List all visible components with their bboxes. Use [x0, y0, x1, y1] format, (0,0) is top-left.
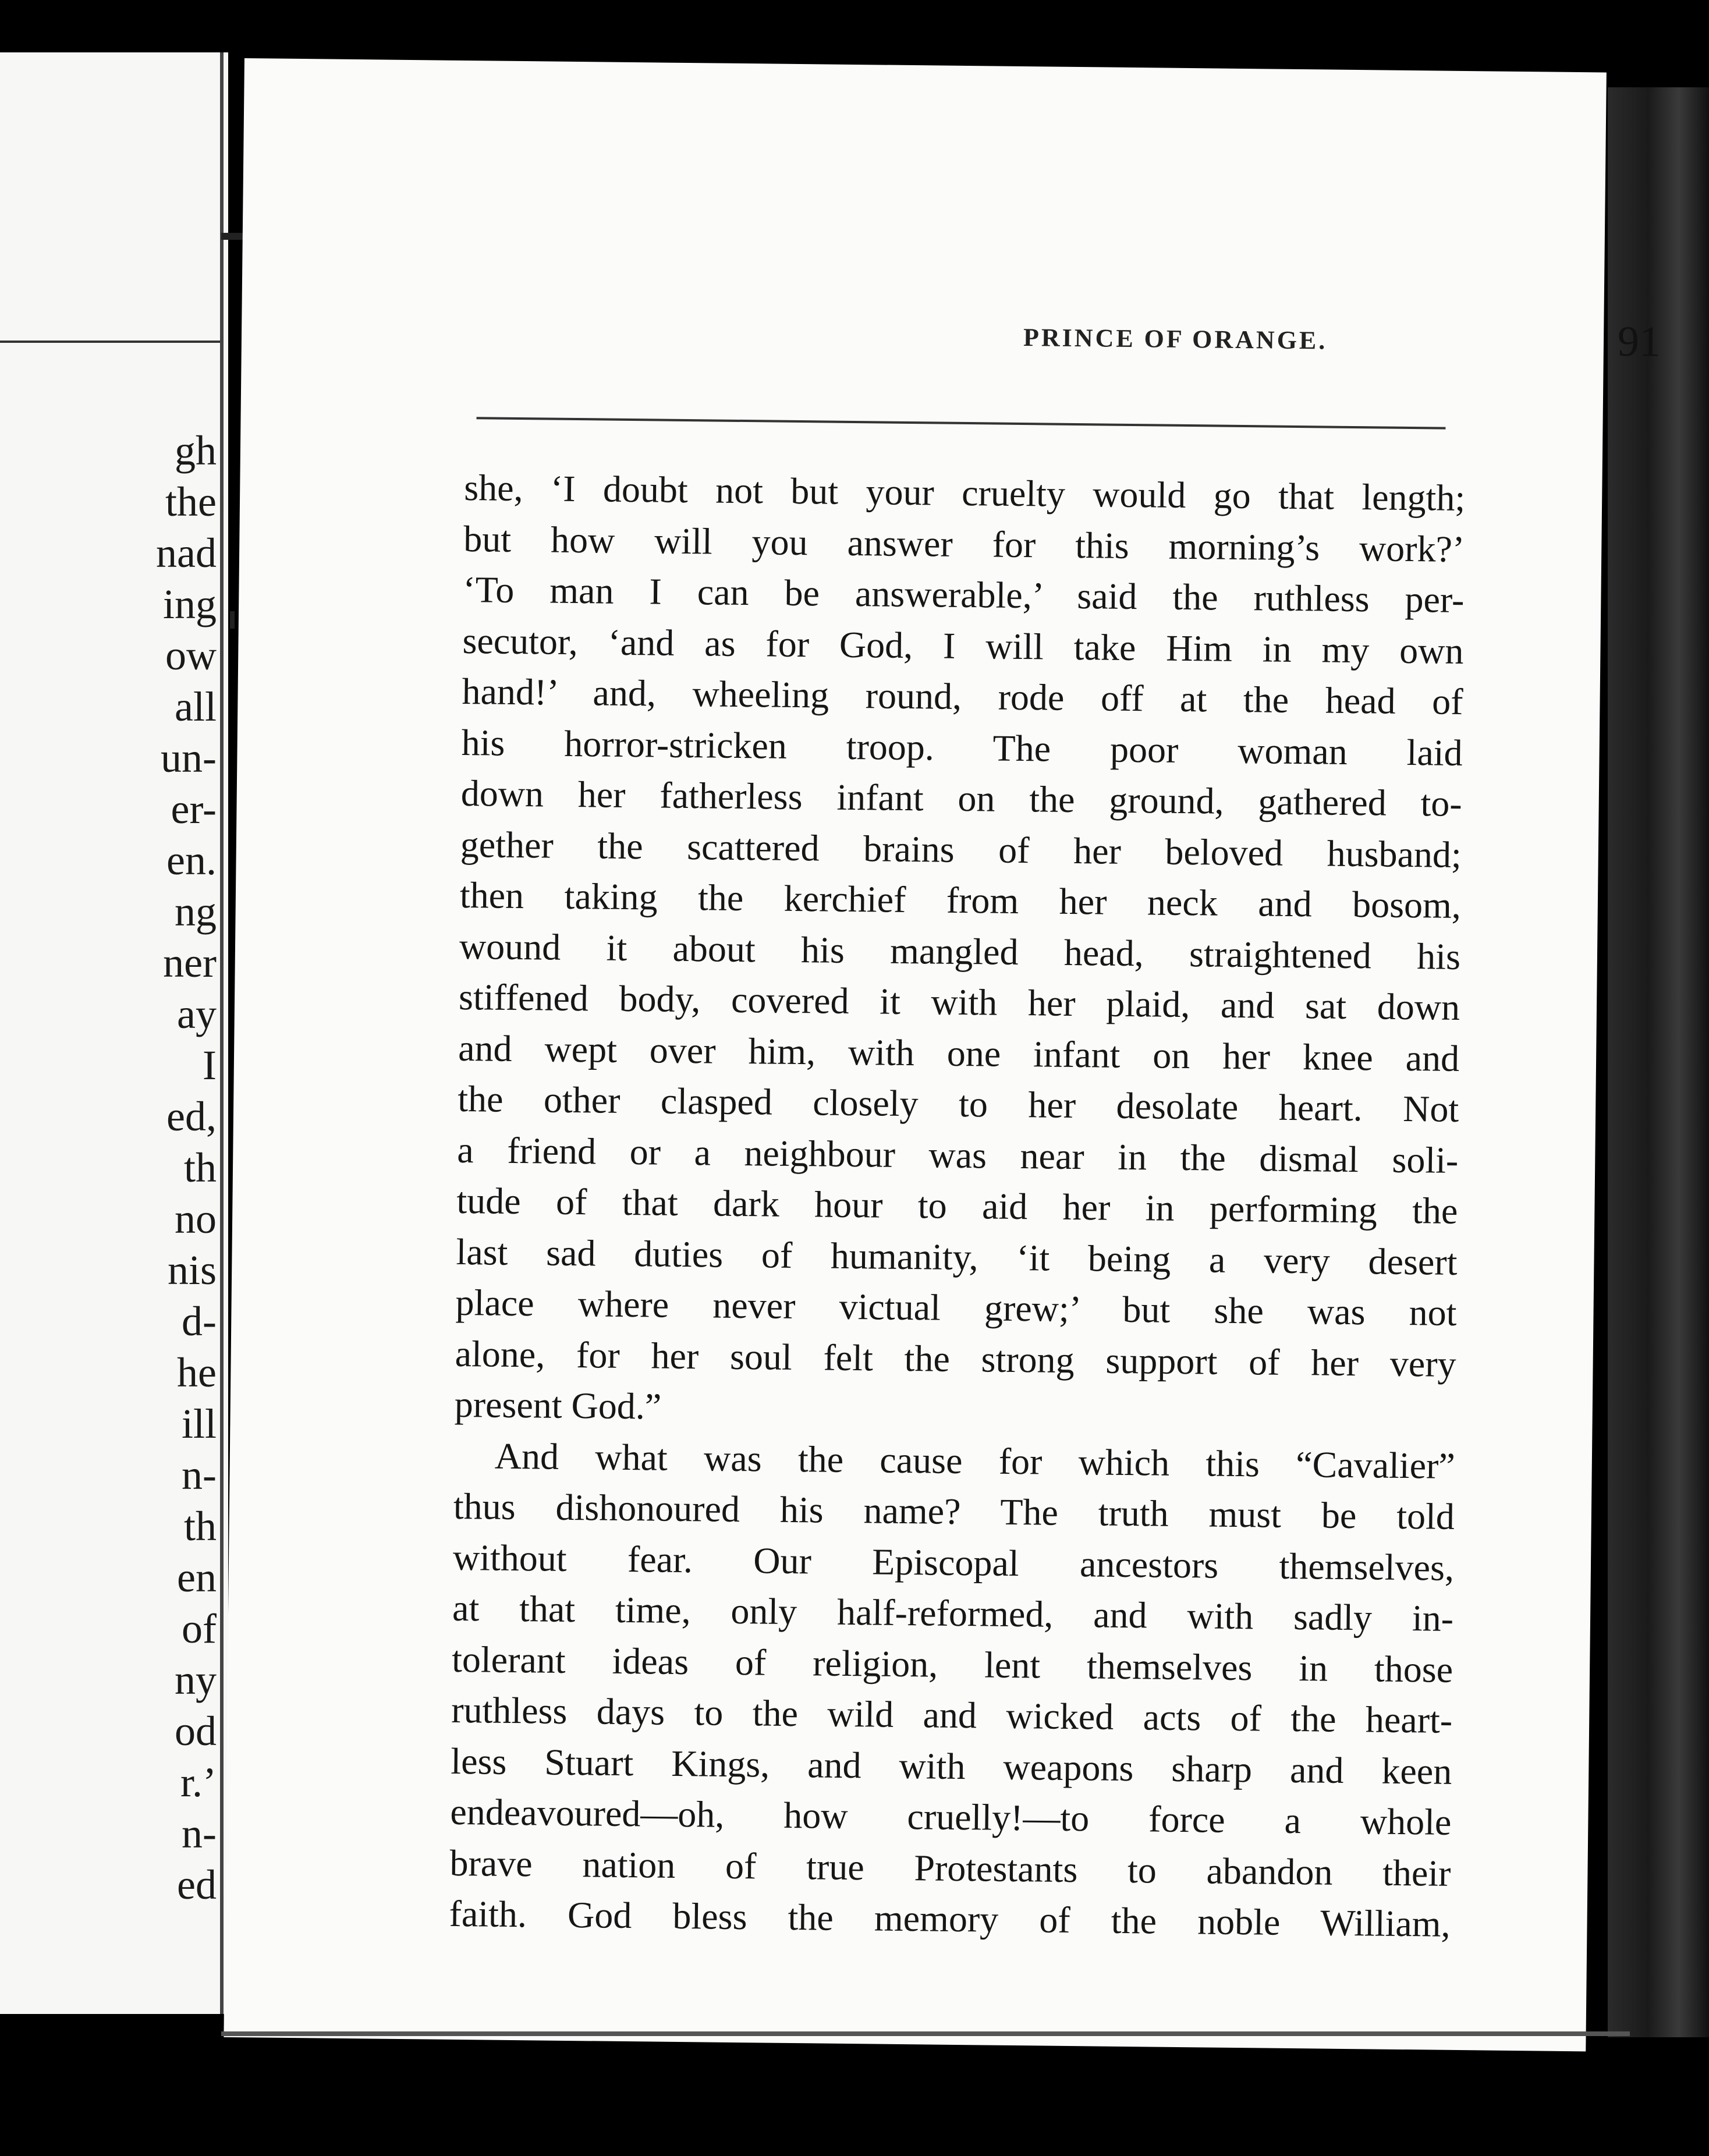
text-line: ruthless days to the wild and wicked acts of the heart-	[451, 1689, 1453, 1741]
text-line: his horror-stricken troop. The poor woman laid	[461, 721, 1463, 774]
previous-page-line: en	[177, 1554, 217, 1601]
text-line: and wept over him, with one infant on her knee and	[458, 1027, 1460, 1079]
text-line: gether the scattered brains of her beloved husband;	[460, 823, 1462, 875]
text-line: secutor, ‘and as for God, I will take Him in my own	[462, 619, 1464, 672]
previous-page-line: d-	[182, 1298, 217, 1345]
previous-page-text	[156, 425, 217, 1910]
previous-page-line: er-	[171, 786, 217, 832]
previous-page-line: ing	[162, 581, 217, 627]
previous-page	[0, 52, 228, 2014]
text-line: tude of that dark hour to aid her in performing the	[456, 1179, 1458, 1232]
text-line: brave nation of true Protestants to abandon their	[449, 1842, 1451, 1894]
text-line: stiffened body, covered it with her plaid, and sat down	[458, 976, 1460, 1028]
previous-page-line: no	[175, 1196, 217, 1242]
previous-page-line: ed	[177, 1861, 217, 1908]
previous-page-line: ow	[165, 632, 217, 679]
text-line: present God.”	[454, 1383, 662, 1427]
text-line: place where never victual grew;’ but she was not	[455, 1281, 1457, 1334]
text-line: at that time, only half-reformed, and with sadly in-	[452, 1587, 1454, 1639]
text-line: the other clasped closely to her desolate heart. Not	[457, 1077, 1459, 1130]
book-gutter	[220, 52, 224, 2014]
running-head: PRINCE OF ORANGE.	[1023, 323, 1328, 355]
text-line: but how will you answer for this morning’s work?’	[463, 517, 1465, 570]
text-line: less Stuart Kings, and with weapons sharp and keen	[451, 1740, 1452, 1792]
text-line: tolerant ideas of religion, lent themselves in those	[451, 1638, 1453, 1690]
previous-page-line: all	[175, 683, 217, 730]
page-body-text	[449, 462, 1465, 1949]
text-line: she, ‘I doubt not but your cruelty would go that length;	[463, 466, 1466, 519]
previous-page-line: ay	[177, 991, 217, 1037]
text-line: without fear. Our Episcopal ancestors themselves,	[452, 1536, 1455, 1588]
text-line: And what was the cause for which this “Cavalier”	[494, 1435, 1456, 1487]
previous-page-line: ng	[175, 888, 217, 935]
text-line: endeavoured—oh, how cruelly!—to force a whole	[450, 1790, 1452, 1843]
text-line: last sad duties of humanity, ‘it being a very desert	[456, 1231, 1458, 1283]
text-line: hand!’ and, wheeling round, rode off at the head of	[462, 670, 1463, 722]
previous-page-line: n-	[182, 1810, 217, 1857]
previous-page-header-rule	[0, 341, 221, 343]
previous-page-line: n-	[182, 1452, 217, 1498]
previous-page-line: ner	[163, 939, 217, 986]
text-line: down her fatherless infant on the ground, gathered to-	[460, 772, 1463, 824]
page-bottom-edge	[221, 2031, 1630, 2036]
text-line: a friend or a neighbour was near in the dismal soli-	[457, 1129, 1459, 1181]
text-line: faith. God bless the memory of the noble William,	[449, 1892, 1451, 1945]
previous-page-line: ill	[181, 1400, 217, 1447]
header-rule	[477, 417, 1446, 429]
previous-page-line: ed,	[166, 1093, 217, 1140]
previous-page-line: ny	[175, 1657, 217, 1703]
gutter-mark	[230, 611, 235, 629]
previous-page-line: un-	[161, 735, 217, 781]
gutter-mark	[221, 233, 244, 240]
previous-page-line: th	[183, 1503, 217, 1549]
previous-page-line: the	[165, 478, 217, 525]
previous-page-line: nis	[167, 1247, 217, 1293]
book-page	[224, 58, 1661, 2051]
text-line: wound it about his mangled head, straightened his	[459, 925, 1461, 977]
text-line: thus dishonoured his name? The truth must be told	[453, 1485, 1455, 1537]
previous-page-line: th	[183, 1144, 217, 1191]
page-header	[473, 305, 1661, 381]
text-line: alone, for her soul felt the strong support of her very	[455, 1332, 1456, 1385]
page-number: 91	[1617, 317, 1661, 366]
text-line: ‘To man I can be answerable,’ said the ruthless per-	[463, 568, 1465, 620]
text-line: then taking the kerchief from her neck and bosom,	[459, 874, 1462, 926]
previous-page-line: od	[175, 1708, 217, 1754]
previous-page-line: gh	[175, 427, 217, 474]
previous-page-line: en.	[166, 837, 217, 884]
previous-page-line: I	[203, 1042, 217, 1088]
previous-page-line: nad	[156, 530, 217, 576]
previous-page-line: of	[182, 1605, 217, 1652]
previous-page-line: r.’	[180, 1759, 217, 1806]
previous-page-line: he	[177, 1349, 217, 1396]
